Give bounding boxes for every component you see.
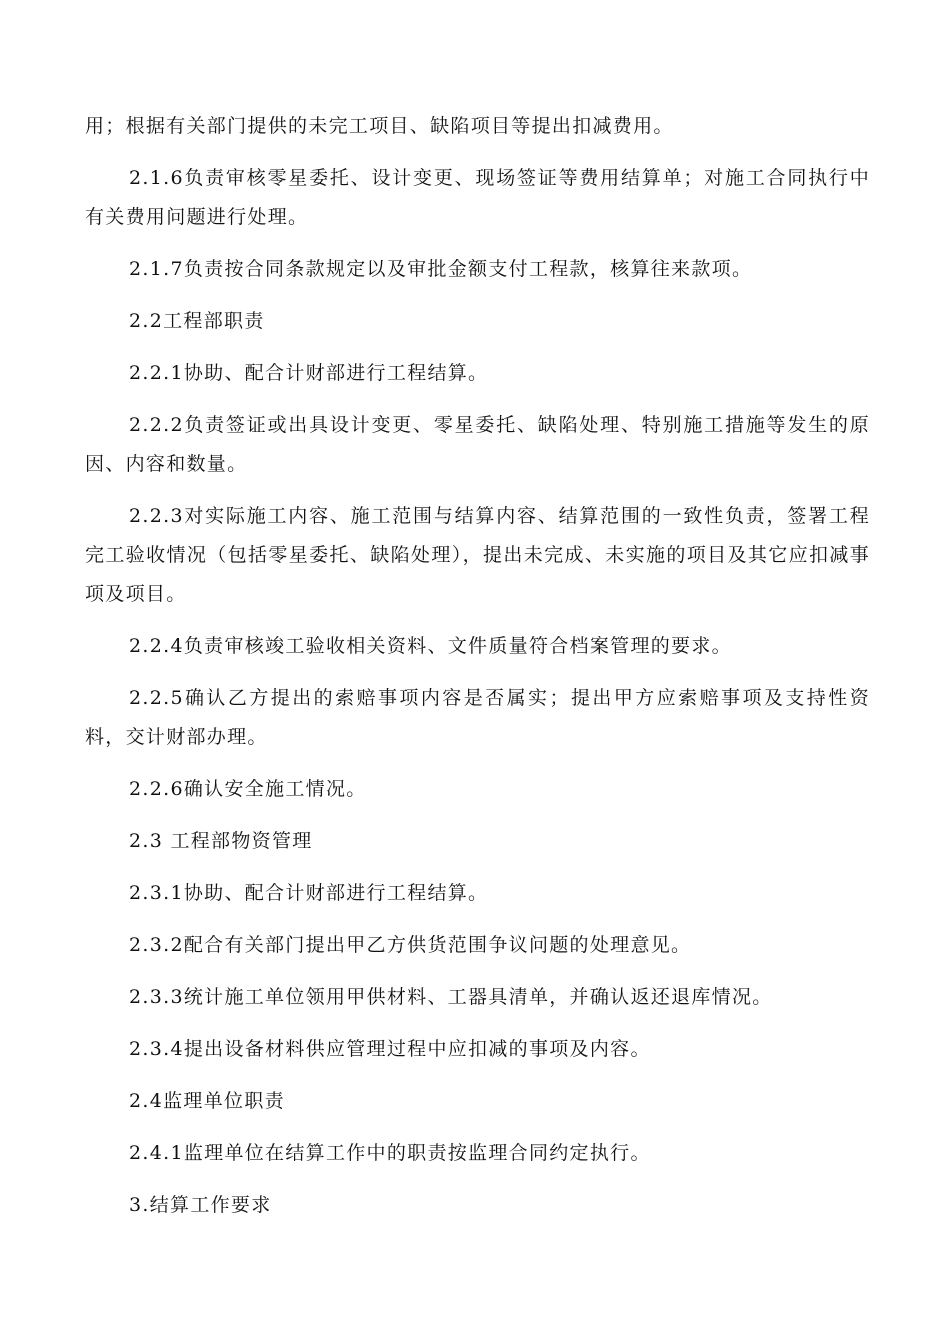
paragraph: 2.1.6负责审核零星委托、设计变更、现场签证等费用结算单；对施工合同执行中有关费用问题进行处理。: [85, 167, 870, 228]
paragraph: 2.2.6确认安全施工情况。: [129, 778, 367, 800]
paragraph: 2.3.1协助、配合计财部进行工程结算。: [129, 882, 489, 904]
paragraph: 2.2.5确认乙方提出的索赔事项内容是否属实；提出甲方应索赔事项及支持性资料，交计财部办理。: [85, 687, 870, 748]
paragraph: 2.3.2配合有关部门提出甲乙方供货范围争议问题的处理意见。: [129, 934, 692, 956]
paragraph: 2.1.7负责按合同条款规定以及审批金额支付工程款，核算往来款项。: [129, 258, 753, 280]
paragraph: 2.2.3对实际施工内容、施工范围与结算内容、结算范围的一致性负责，签署工程完工验收情况（包括零星委托、缺陷处理），提出未完成、未实施的项目及其它应扣减事项及项目。: [85, 505, 870, 605]
section-heading: 3.结算工作要求: [129, 1194, 272, 1216]
paragraph: 2.2.1协助、配合计财部进行工程结算。: [129, 362, 489, 384]
paragraph: 2.3.3统计施工单位领用甲供材料、工器具清单，并确认返还退库情况。: [129, 986, 773, 1008]
paragraph: 2.2.2负责签证或出具设计变更、零星委托、缺陷处理、特别施工措施等发生的原因、内容和数量。: [85, 414, 870, 475]
paragraph: 2.2.4负责审核竣工验收相关资料、文件质量符合档案管理的要求。: [129, 635, 732, 657]
section-heading: 2.4监理单位职责: [129, 1090, 285, 1112]
document-body: [85, 107, 870, 1238]
paragraph: 2.4.1监理单位在结算工作中的职责按监理合同约定执行。: [129, 1142, 651, 1164]
section-heading: 2.2工程部职责: [129, 310, 265, 332]
section-heading: 2.3 工程部物资管理: [129, 830, 313, 852]
paragraph: 用；根据有关部门提供的未完工项目、缺陷项目等提出扣减费用。: [85, 115, 674, 137]
paragraph: 2.3.4提出设备材料供应管理过程中应扣减的事项及内容。: [129, 1038, 651, 1060]
